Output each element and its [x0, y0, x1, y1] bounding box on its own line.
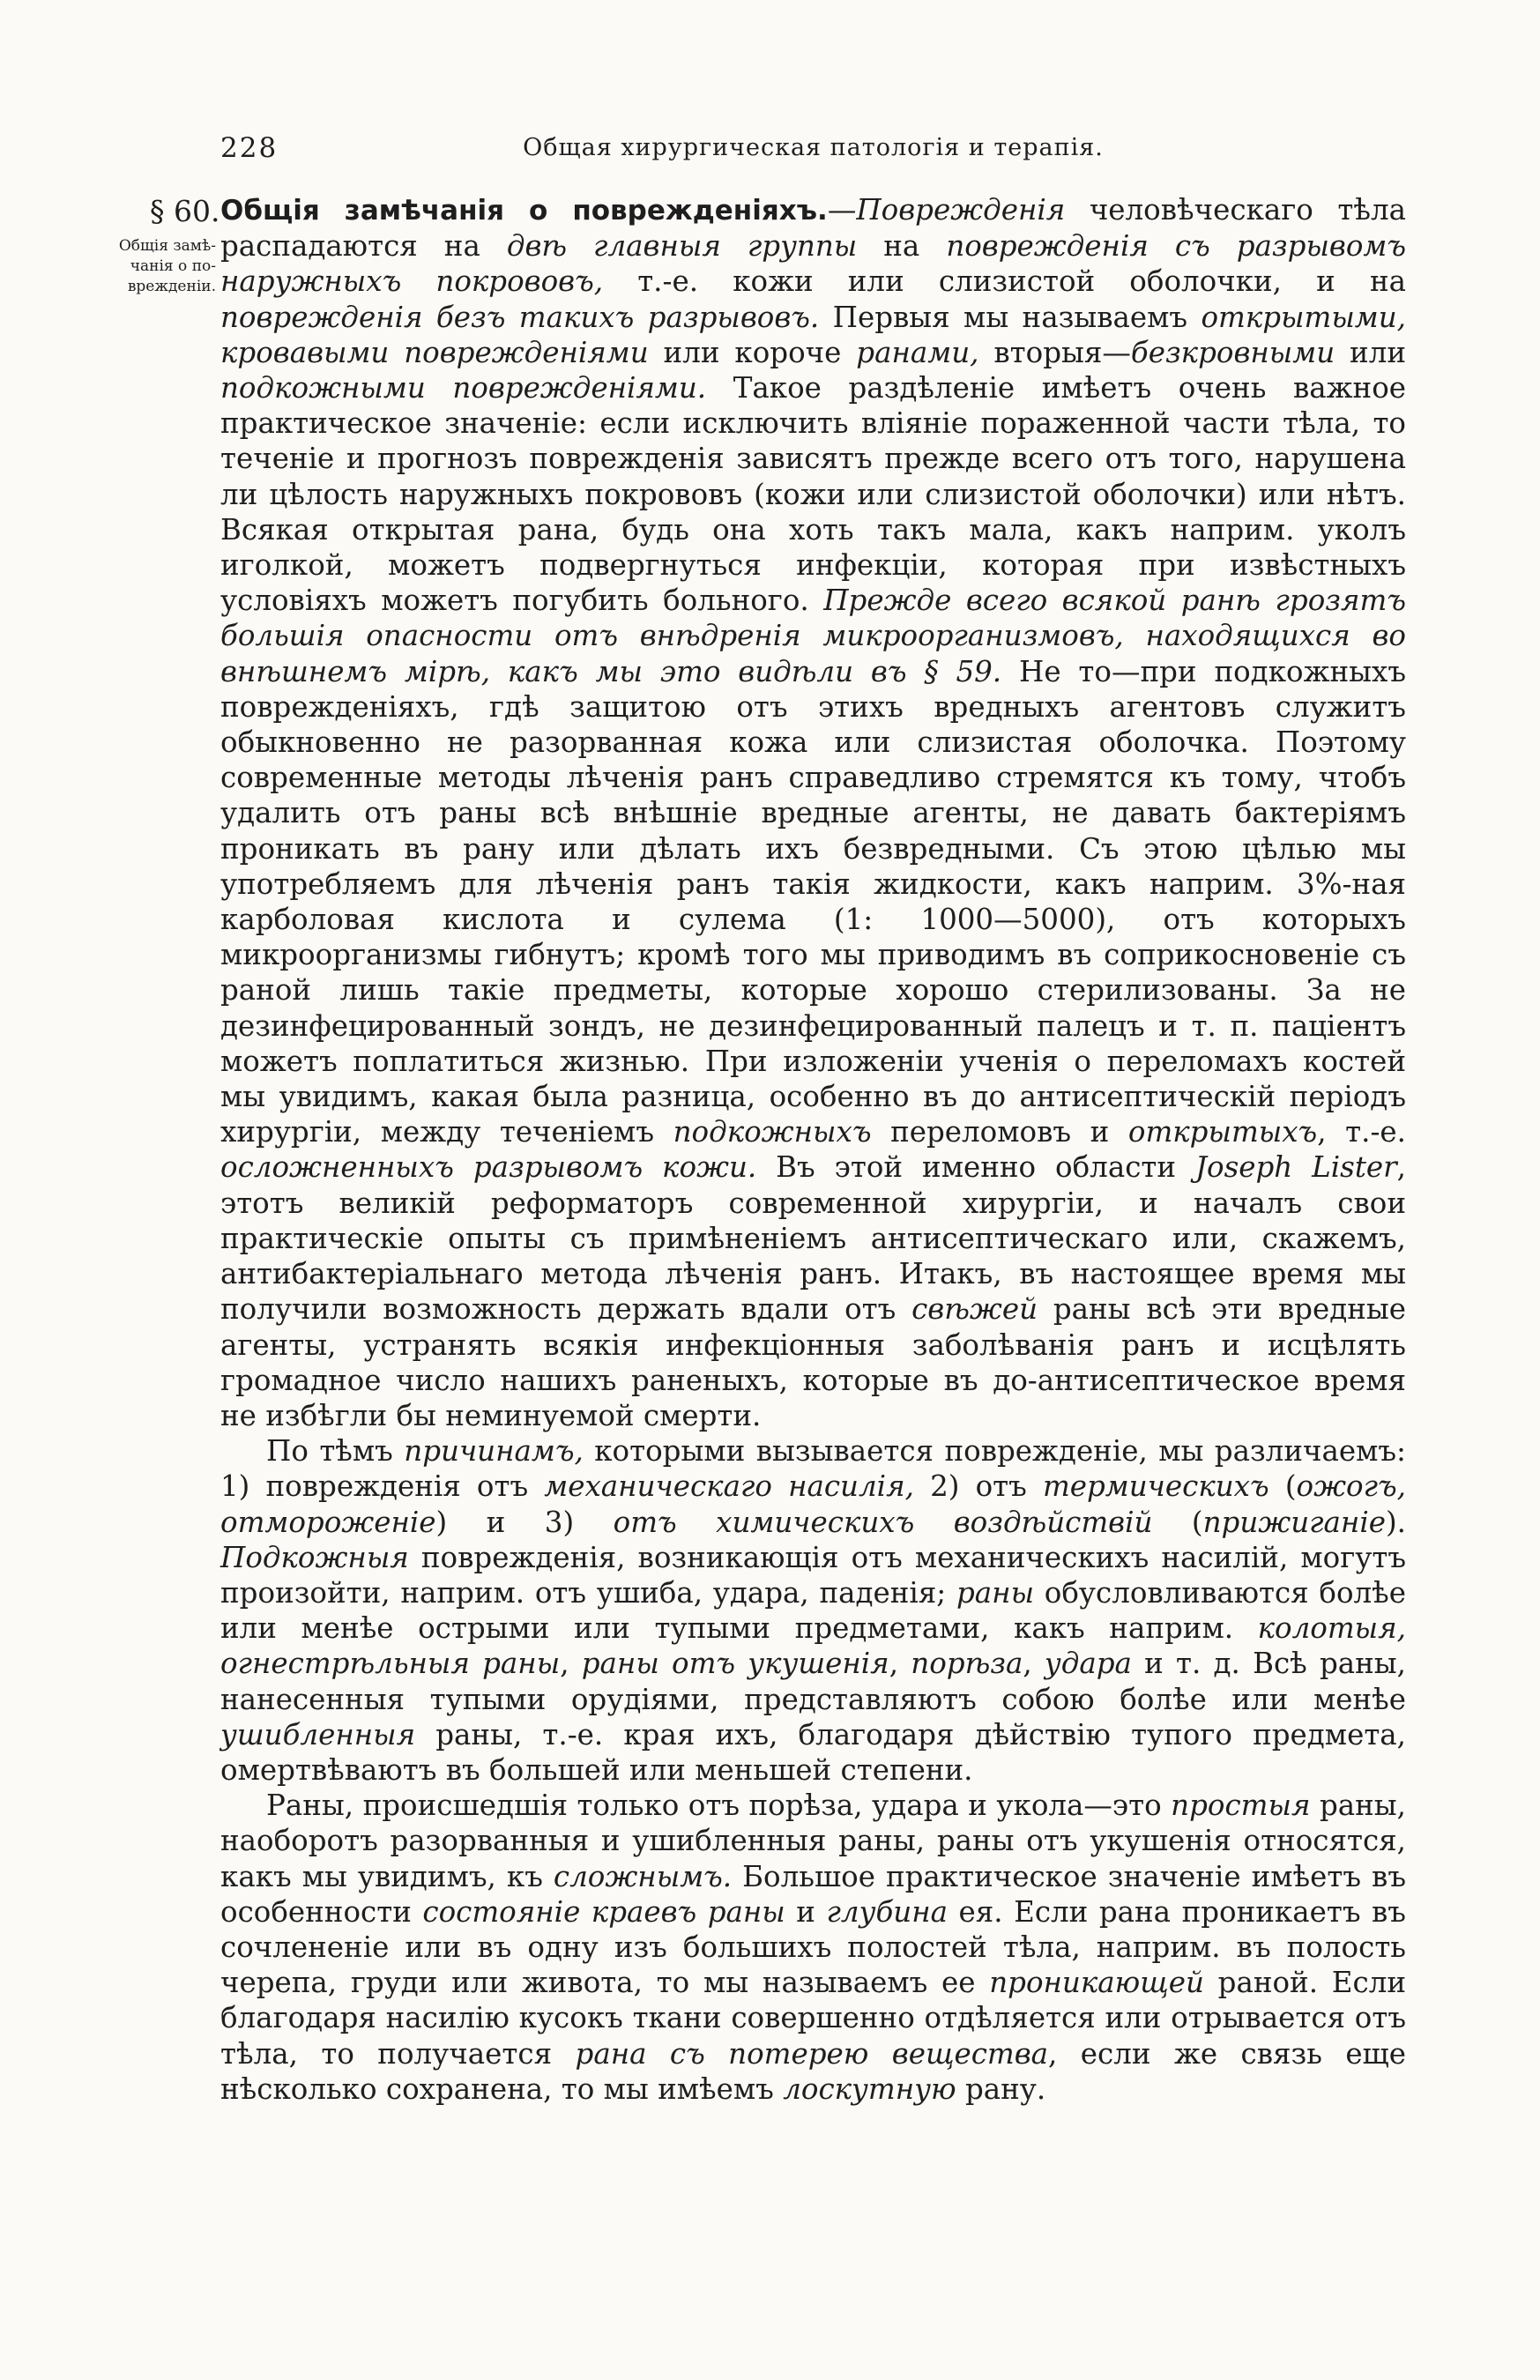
paragraph — [220, 1433, 1406, 1788]
text-run: раны, т.-е. края ихъ, благодаря дѣйствію тупого предмета, омертвѣваютъ въ большей или меньшей степени. — [220, 1717, 1406, 1787]
margin-note — [79, 236, 216, 297]
text-run: рану. — [956, 2071, 1046, 2106]
text-run: раны, наоборотъ разорванныя и ушибленныя раны, раны отъ укушенія относятся, какъ мы увидимъ, къ — [220, 1789, 1406, 1893]
italic-text: Подкожныя — [220, 1540, 409, 1574]
italic-text: состояніе краевъ раны — [422, 1894, 785, 1929]
paragraph — [220, 192, 1406, 1433]
text-run: ея. Если рана проникаетъ въ сочлененіе или въ одну изъ большихъ полостей тѣла, наприм. въ полость черепа, груди или живота, то мы называемъ ее — [220, 1894, 1406, 2000]
text-run: Первыя мы называемъ — [819, 300, 1201, 334]
text-run: ( — [1268, 1469, 1297, 1504]
text-run: Большое практическое значеніе имѣетъ въ особенности — [220, 1859, 1407, 1929]
text-run: человѣческаго тѣла распадаются на — [220, 193, 1406, 264]
italic-text: лоскутную — [783, 2071, 956, 2106]
italic-text: рана съ потерею вещества — [575, 2036, 1049, 2071]
text-run: , — [889, 1647, 911, 1681]
margin-note-line: врежденіи. — [127, 278, 216, 295]
text-run: — — [827, 193, 857, 227]
running-title: Общая хирургическая патологія и терапія. — [523, 134, 1104, 161]
italic-text: механическаго насилія, — [544, 1469, 914, 1504]
italic-text: Joseph Lister — [1195, 1150, 1397, 1185]
italic-text: сложнымъ. — [553, 1859, 733, 1893]
text-run: и т. д. Всѣ раны, нанесенныя тупыми орудіями, представляютъ собою болѣе или менѣе — [220, 1647, 1406, 1716]
italic-text: открытыхъ — [1127, 1115, 1318, 1149]
italic-text: ранами, — [856, 335, 979, 369]
section-heading: Общія замѣчанія о поврежденіяхъ. — [220, 195, 828, 227]
section-number: § 60. — [150, 194, 220, 228]
text-run: Въ этой именно области — [756, 1150, 1195, 1185]
text-run: Не то—при подкожныхъ поврежденіяхъ, гдѣ защитою отъ этихъ вредныхъ агентовъ служитъ обыкновенно не разорванная кожа или слизистая оболочка. Поэтому современные методы лѣченія ранъ справедливо стремятся къ тому, чтобъ удалить отъ раны всѣ внѣшніе вредные агенты, не давать бактеріямъ проникать въ рану или дѣлать ихъ безвредными. Съ этою цѣлью мы употребляемъ для лѣченія ранъ такія жидкости, какъ наприм. 3%-ная карболовая кислота и сулема (1: 1000—5000), отъ которыхъ микроорганизмы гибнутъ; кромѣ того мы приводимъ въ соприкосновеніе съ раной лишь такіе предметы, которые хорошо стерилизованы. За не дезинфецированный зондъ, не дезинфецированный палецъ и т. п. паціентъ можетъ поплатиться жизнью. При изложеніи ученія о переломахъ костей мы увидимъ, какая была разница, особенно въ до антисептическій періодъ хирургіи, между теченіемъ — [220, 654, 1407, 1149]
italic-text: глубина — [826, 1894, 948, 1929]
text-run: раной. Если благодаря насилію кусокъ ткани совершенно отдѣляется или отрывается отъ тѣла, то получается — [220, 1966, 1406, 2071]
italic-text: осложненныхъ разрывомъ кожи. — [220, 1150, 757, 1185]
text-run: , т.-е. — [1317, 1115, 1407, 1149]
text-run: , — [1023, 1647, 1045, 1681]
paragraph — [220, 1788, 1406, 2107]
text-run: ( — [1152, 1505, 1203, 1539]
italic-text: отъ химическихъ воздѣйствій — [613, 1505, 1153, 1539]
text-run: и — [785, 1894, 827, 1929]
italic-text: подкожныхъ — [673, 1115, 872, 1149]
italic-text: свѣжей — [911, 1292, 1038, 1327]
italic-text: удара — [1044, 1647, 1132, 1681]
italic-text: простыя — [1171, 1789, 1311, 1823]
italic-text: термическихъ — [1042, 1469, 1269, 1504]
text-run: , — [560, 1647, 582, 1681]
text-run: Раны, происшедшія только отъ порѣза, удара и укола—это — [266, 1789, 1172, 1823]
italic-text: проникающей — [989, 1966, 1204, 2000]
italic-text: двѣ главныя группы — [506, 229, 858, 264]
text-run: которыми вызывается поврежденіе, мы различаемъ: 1) поврежденія отъ — [220, 1434, 1406, 1504]
text-run: ) и 3) — [435, 1505, 614, 1539]
text-run: или короче — [648, 335, 857, 369]
page-header — [220, 132, 1406, 167]
text-run: По тѣмъ — [266, 1434, 405, 1469]
italic-text: раны отъ укушенія — [581, 1647, 889, 1681]
italic-text: безкровными — [1130, 335, 1335, 369]
text-run: ). — [1385, 1505, 1406, 1539]
italic-text: прижиганіе — [1202, 1505, 1386, 1539]
text-run: , если же связь еще нѣсколько сохранена, то мы имѣемъ — [220, 2036, 1407, 2106]
text-run: или — [1335, 335, 1406, 369]
text-run: т.-е. кожи или слизистой оболочки, и на — [603, 264, 1406, 299]
italic-text: поврежденія безъ такихъ разрывовъ. — [220, 300, 820, 334]
text-run: вторыя— — [978, 335, 1131, 369]
italic-text: ушибленныя — [220, 1717, 416, 1752]
italic-text: Прежде всего всякой ранѣ грозятъ большія опасности отъ внѣдренія микроорганизмовъ, находящихся во внѣшнемъ мірѣ, какъ мы это видѣли въ § 59. — [220, 584, 1406, 688]
page-number: 228 — [220, 132, 279, 164]
text-run: раны всѣ эти вредные агенты, устранять всякія инфекціонныя заболѣванія ранъ и исцѣлять громадное число нашихъ раненыхъ, которые въ до-антисептическое время не избѣгли бы неминуемой смерти. — [220, 1292, 1406, 1432]
margin-note-line: чанія о по- — [130, 257, 216, 275]
text-run: на — [857, 229, 947, 264]
text-run: , этотъ великій реформаторъ современной хирургіи, и началъ свои практическіе опыты съ примѣненіемъ антисептическаго или, скажемъ, антибактеріальнаго метода лѣченія ранъ. Итакъ, въ настоящее время мы получили возможность держать вдали отъ — [220, 1150, 1407, 1327]
italic-text: ожогъ, отмороженіе — [220, 1469, 1406, 1539]
italic-text: причинамъ, — [404, 1434, 584, 1469]
italic-text: подкожными поврежденіями. — [220, 371, 707, 405]
margin-note-line: Общія замѣ- — [118, 237, 216, 255]
text-run: обусловливаются болѣе или менѣе острыми или тупыми предметами, какъ наприм. — [220, 1575, 1407, 1646]
italic-text: колотыя, огнестрѣльныя раны — [220, 1611, 1406, 1681]
italic-text: поврежденія съ разрывомъ наружныхъ покрововъ, — [220, 229, 1406, 299]
text-run: переломовъ и — [871, 1115, 1128, 1149]
text-run: поврежденія, возникающія отъ механическихъ насилій, могутъ произойти, наприм. отъ ушиба, удара, паденія; — [220, 1540, 1406, 1610]
text-run: Такое раздѣленіе имѣетъ очень важное практическое значеніе: если исключить вліяніе пораженной части тѣла, то теченіе и прогнозъ поврежденія зависятъ прежде всего отъ того, нарушена ли цѣлость наружныхъ покрововъ (кожи или слизистой оболочки) или нѣтъ. Всякая открытая рана, будь она хоть такъ мала, какъ наприм. уколъ иголкой, можетъ подвергнуться инфекціи, которая при извѣстныхъ условіяхъ можетъ погубить больного. — [220, 371, 1407, 618]
italic-text: Поврежденія — [856, 193, 1066, 227]
body-text — [220, 192, 1406, 2107]
text-run: 2) отъ — [913, 1469, 1043, 1504]
italic-text: раны — [956, 1575, 1035, 1610]
italic-text: порѣза — [911, 1647, 1023, 1681]
italic-text: открытыми, кровавыми поврежденіями — [220, 300, 1406, 369]
